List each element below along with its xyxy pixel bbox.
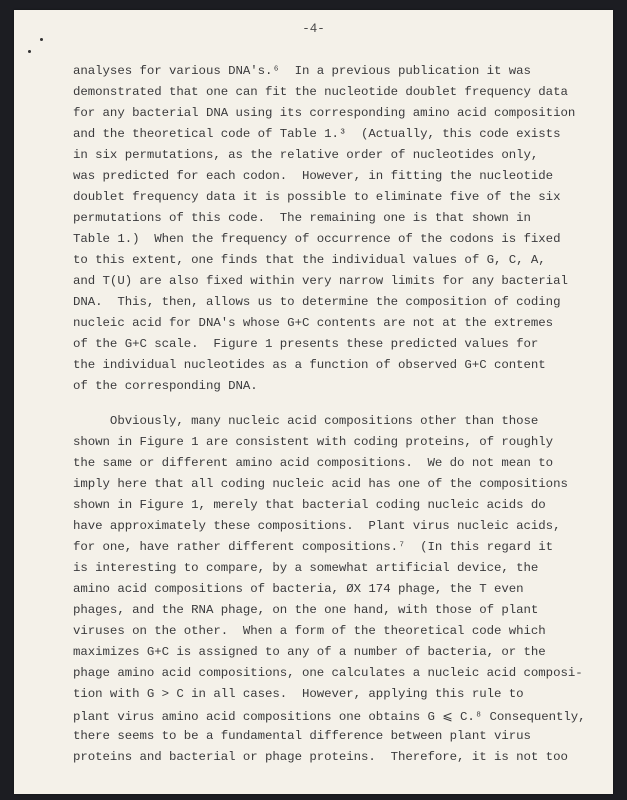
text-line: plant virus amino acid compositions one obtains G ⩽ C.⁸ Consequently, [73, 710, 586, 724]
text-line: the same or different amino acid compositions. We do not mean to [73, 456, 554, 470]
text-line: nucleic acid for DNA's whose G+C contents are not at the extremes [73, 316, 554, 330]
text-line: DNA. This, then, allows us to determine the composition of coding [73, 295, 561, 309]
text-line: permutations of this code. The remaining one is that shown in [73, 211, 531, 225]
text-line: tion with G > C in all cases. However, applying this rule to [73, 687, 524, 701]
text-line: for any bacterial DNA using its corresponding amino acid composition [73, 106, 576, 120]
text-line: the individual nucleotides as a function of observed G+C content [73, 358, 546, 372]
text-line: is interesting to compare, by a somewhat artificial device, the [73, 561, 539, 575]
text-line: was predicted for each codon. However, in fitting the nucleotide [73, 169, 554, 183]
text-line: and T(U) are also fixed within very narrow limits for any bacterial [73, 274, 568, 288]
text-line: Obviously, many nucleic acid compositions other than those [73, 414, 539, 428]
text-line: shown in Figure 1 are consistent with coding proteins, of roughly [73, 435, 554, 449]
text-line: analyses for various DNA's.⁶ In a previous publication it was [73, 64, 531, 78]
text-line: maximizes G+C is assigned to any of a number of bacteria, or the [73, 645, 546, 659]
text-line: Table 1.) When the frequency of occurrence of the codons is fixed [73, 232, 561, 246]
text-line: demonstrated that one can fit the nucleotide doublet frequency data [73, 85, 568, 99]
text-line: phages, and the RNA phage, on the one hand, with those of plant [73, 603, 539, 617]
text-line: amino acid compositions of bacteria, ØX 174 phage, the T even [73, 582, 524, 596]
text-line: and the theoretical code of Table 1.³ (Actually, this code exists [73, 127, 561, 141]
text-line: for one, have rather different compositions.⁷ (In this regard it [73, 540, 554, 554]
text-line: imply here that all coding nucleic acid has one of the compositions [73, 477, 568, 491]
page-number: -4- [302, 22, 325, 36]
text-line: doublet frequency data it is possible to eliminate five of the six [73, 190, 561, 204]
text-line: proteins and bacterial or phage proteins. Therefore, it is not too [73, 750, 568, 764]
text-line: to this extent, one finds that the individual values of G, C, A, [73, 253, 546, 267]
text-line: there seems to be a fundamental difference between plant virus [73, 729, 531, 743]
text-line: phage amino acid compositions, one calculates a nucleic acid composi- [73, 666, 583, 680]
text-line: in six permutations, as the relative order of nucleotides only, [73, 148, 539, 162]
text-line: shown in Figure 1, merely that bacterial coding nucleic acids do [73, 498, 546, 512]
text-line: viruses on the other. When a form of the theoretical code which [73, 624, 546, 638]
text-line: of the corresponding DNA. [73, 379, 258, 393]
text-line: have approximately these compositions. Plant virus nucleic acids, [73, 519, 561, 533]
text-line: of the G+C scale. Figure 1 presents these predicted values for [73, 337, 539, 351]
